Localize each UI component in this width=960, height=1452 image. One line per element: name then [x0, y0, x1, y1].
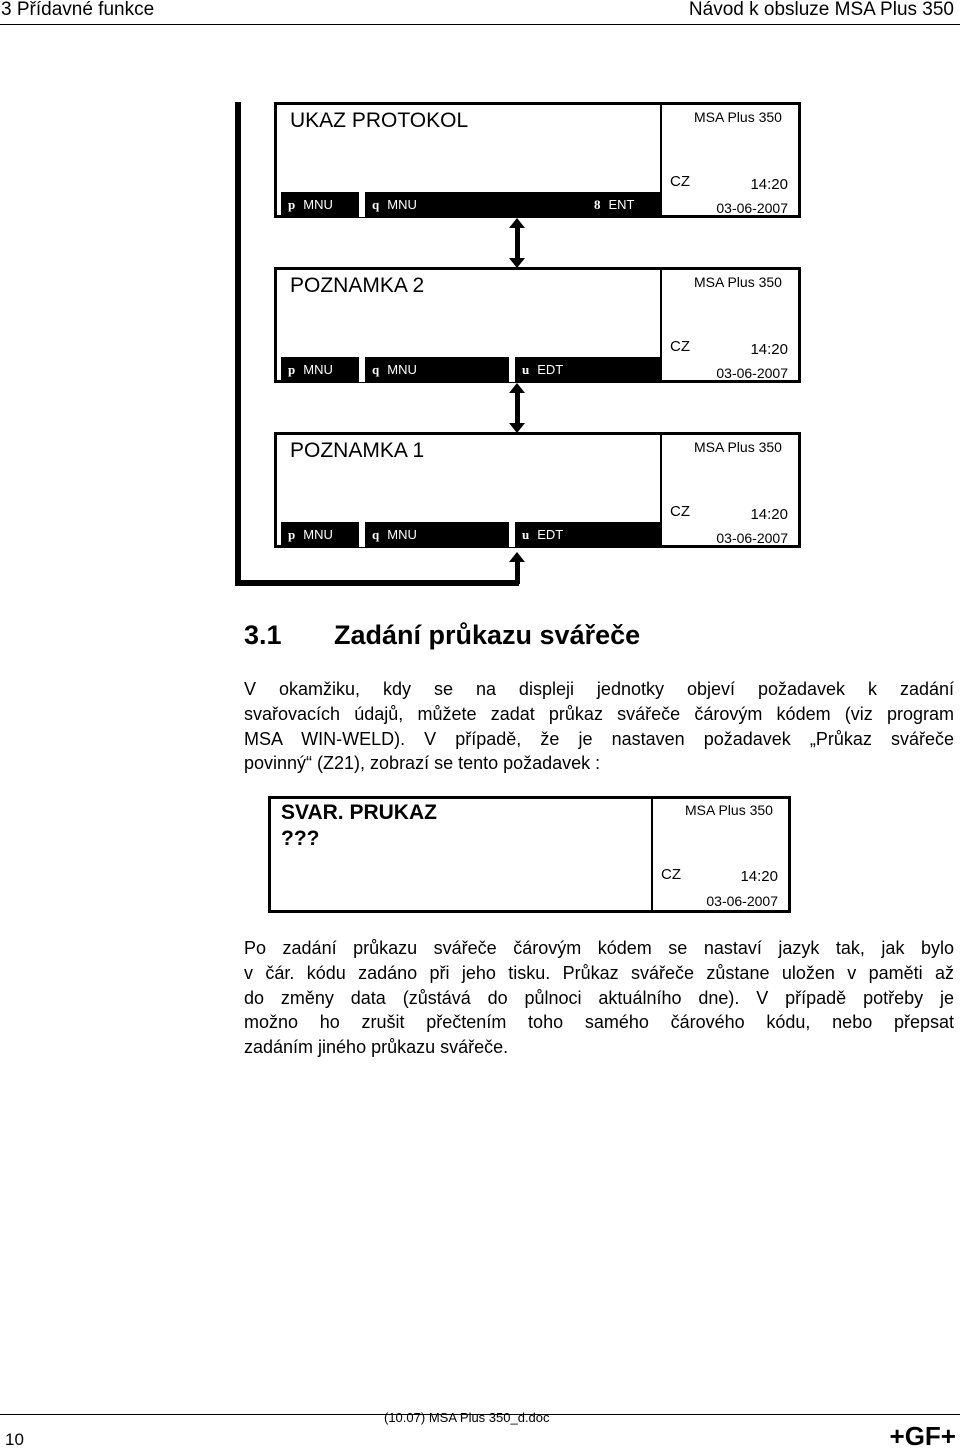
- display-time: 14:20: [740, 868, 778, 885]
- key-label: MNU: [303, 527, 333, 542]
- key-label: MNU: [303, 197, 333, 212]
- text-line: v čár. kódu zadáno při jeho tisku. Průkaz svářeče zůstane uložen v paměti až: [244, 962, 954, 983]
- display-note-2: [274, 267, 801, 383]
- display-time: 14:20: [750, 506, 788, 523]
- key-label: EDT: [537, 527, 564, 542]
- gf-logo: +GF+: [889, 1421, 956, 1451]
- text-line: povinný“ (Z21), zobrazí se tento požadavek :: [244, 753, 601, 774]
- softkey-edit[interactable]: [509, 357, 661, 382]
- display-language: CZ: [661, 866, 681, 883]
- footer-doc: [384, 1410, 550, 1425]
- display-time: 14:20: [750, 341, 788, 358]
- display-note-1: [274, 432, 801, 548]
- softkey-bar: [281, 522, 661, 547]
- display-model: MSA Plus 350: [685, 802, 773, 818]
- softkey-menu-down[interactable]: [359, 192, 443, 217]
- page-number: 10: [5, 1430, 24, 1449]
- text-line: možno ho zrušit přečtením toho samého čárového kódu, nebo přepsat: [244, 1012, 954, 1033]
- key-glyph: q: [372, 527, 380, 542]
- text-line: svařovacích údajů, můžete zadat průkaz svářeče čárovým kódem (viz program: [244, 703, 954, 724]
- closing-paragraph: [244, 936, 954, 1060]
- softkey-edit[interactable]: [509, 522, 661, 547]
- text-line: do změny data (zůstává do půlnoci aktuálního dne). V případě potřeby je: [244, 987, 954, 1008]
- display-title: [281, 800, 437, 852]
- display-date: 03-06-2007: [706, 893, 778, 909]
- header-chapter: 3 Přídavné funkce: [1, 0, 155, 20]
- display-language: CZ: [670, 338, 690, 355]
- display-model: MSA Plus 350: [694, 274, 782, 290]
- key-glyph: u: [522, 527, 530, 542]
- footer-revision: (10.07): [384, 1410, 426, 1425]
- softkey-bar: [281, 357, 661, 382]
- display-date: 03-06-2007: [716, 530, 788, 546]
- display-model: MSA Plus 350: [694, 439, 782, 455]
- display-date: 03-06-2007: [716, 200, 788, 216]
- flow-up-arrow-icon: [509, 552, 525, 584]
- softkey-enter[interactable]: [587, 192, 657, 217]
- display-title-line: SVAR. PRUKAZ: [281, 801, 437, 824]
- key-glyph: p: [288, 527, 296, 542]
- softkey-bar: [281, 192, 661, 217]
- key-label: MNU: [387, 527, 417, 542]
- display-title: POZNAMKA 2: [290, 274, 425, 297]
- key-label: ENT: [608, 197, 635, 212]
- footer-filename: MSA Plus 350_d.doc: [428, 1410, 550, 1425]
- double-arrow-icon: [509, 383, 525, 433]
- header-rule: [0, 24, 960, 25]
- display-protocol: [274, 102, 801, 218]
- key-glyph: p: [288, 362, 296, 377]
- display-title: UKAZ PROTOKOL: [290, 109, 469, 132]
- softkey-menu-down[interactable]: [359, 357, 509, 382]
- text-line: zadáním jiného průkazu svářeče.: [244, 1037, 509, 1058]
- softkey-menu-up[interactable]: [281, 357, 359, 382]
- key-label: MNU: [387, 362, 417, 377]
- flow-loop-horizontal: [235, 580, 519, 586]
- intro-paragraph: [244, 677, 954, 776]
- text-line: MSA WIN-WELD). V případě, že je nastaven požadavek „Průkaz svářeče: [244, 728, 954, 749]
- key-label: EDT: [537, 362, 564, 377]
- key-label: MNU: [303, 362, 333, 377]
- key-glyph: q: [372, 362, 380, 377]
- softkey-menu-up[interactable]: [281, 192, 359, 217]
- text-line: Po zadání průkazu svářeče čárovým kódem se nastaví jazyk tak, jak bylo: [244, 938, 954, 958]
- softkey-menu-down[interactable]: [359, 522, 509, 547]
- display-title: POZNAMKA 1: [290, 439, 425, 462]
- section-title: Zadání průkazu svářeče: [334, 620, 641, 650]
- display-date: 03-06-2007: [716, 365, 788, 381]
- header-manual-title: Návod k obsluze MSA Plus 350: [688, 0, 954, 20]
- key-glyph: p: [288, 197, 296, 212]
- softkey-menu-up[interactable]: [281, 522, 359, 547]
- display-time: 14:20: [750, 176, 788, 193]
- display-language: CZ: [670, 503, 690, 520]
- flow-loop-vertical: [235, 102, 241, 586]
- key-glyph: 8: [594, 197, 601, 212]
- section-number: 3.1: [244, 620, 282, 650]
- double-arrow-icon: [509, 218, 525, 268]
- section-heading: [244, 620, 640, 651]
- display-welder-card: [268, 796, 791, 913]
- display-language: CZ: [670, 173, 690, 190]
- display-title-line: ???: [281, 827, 320, 850]
- text-line: V okamžiku, kdy se na displeji jednotky objeví požadavek k zadání: [244, 679, 954, 699]
- display-model: MSA Plus 350: [694, 109, 782, 125]
- key-label: MNU: [387, 197, 417, 212]
- key-glyph: q: [372, 197, 380, 212]
- key-glyph: u: [522, 362, 530, 377]
